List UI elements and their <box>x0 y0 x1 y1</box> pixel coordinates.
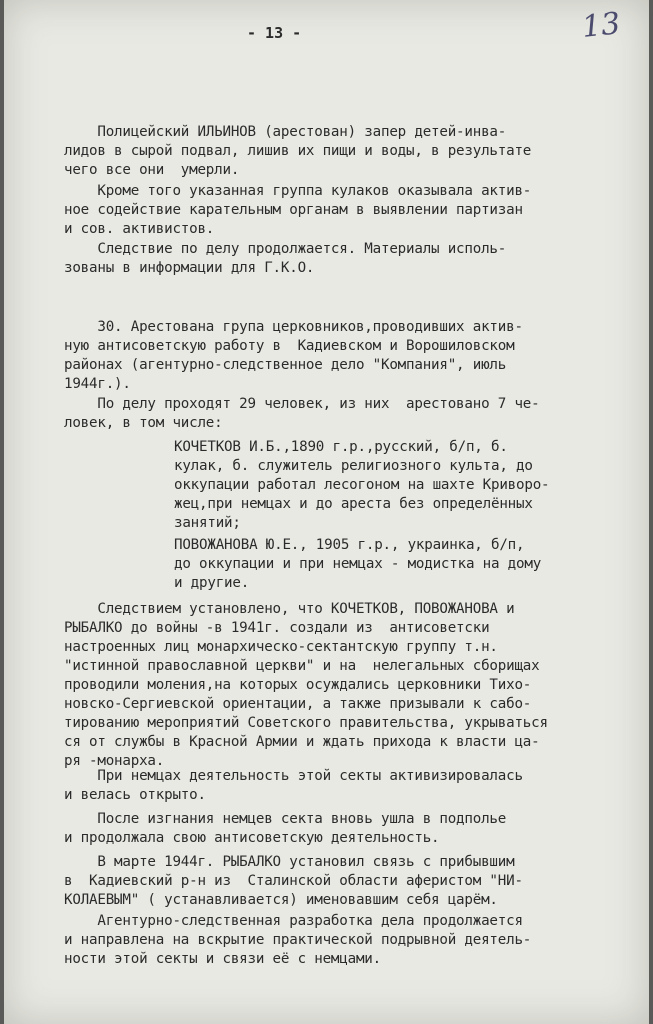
paragraph-investigation-findings: Следствием установлено, что КОЧЕТКОВ, ПОВОЖАНОВА и РЫБАЛКО до войны -в 1941г. создали из антисоветски настроенных лиц монархическо-сектантскую группу т.н. "истинной православной церкви" и на нелегальных сборищах проводили моления,на которых осуждались церковники Тихо- новско-Сергиевской ориентации, а также призывали к сабо- тированию мероприятий Советского правительства, укрываться ся от службы в Красной Армии и ждать прихода к власти ца- ря -монарха. <box>64 601 548 769</box>
paragraph-kulaks-assistance: Кроме того указанная группа кулаков оказывала актив- ное содействие карательным органам в выявлении партизан и сов. активистов. <box>64 183 532 237</box>
handwritten-page-number: 13 <box>580 6 622 45</box>
paragraph-march-1944: В марте 1944г. РЫБАЛКО установил связь с прибывшим в Кадиевский р-н из Сталинской области аферистом "НИ- КОЛАЕВЫМ" ( устанавливается) именовавшим себя царём. <box>64 854 523 908</box>
paragraph-development-continues: Агентурно-следственная разработка дела продолжается и направлена на вскрытие практической подрывной деятель- ности этой секты и связи её с немцами. <box>64 913 532 967</box>
paragraph-item-30: 30. Арестована група церковников,проводивших актив- ную антисоветскую работу в Кадиевском и Ворошиловском районах (агентурно-следственное дело "Компания", июль 1944г.). <box>64 319 523 392</box>
document-page <box>4 0 649 1024</box>
paragraph-ilyinov: Полицейский ИЛЬИНОВ (арестован) запер детей-инва- лидов в сырой подвал, лишив их пищи и воды, в результате чего все они умерли. <box>64 124 532 178</box>
paragraph-under-germans: При немцах деятельность этой секты активизировалась и велась открыто. <box>64 768 523 803</box>
paragraph-kochetkov: КОЧЕТКОВ И.Б.,1890 г.р.,русский, б/п, б. кулак, б. служитель религиозного культа, до оккупации работал лесогоном на шахте Криворо- жец,при немцах и до ареста без определённых занятий; <box>174 439 550 531</box>
paragraph-after-expulsion: После изгнания немцев секта вновь ушла в подполье и продолжала свою антисоветскую деятельность. <box>64 811 507 846</box>
paragraph-case-persons: По делу проходят 29 человек, из них арестовано 7 че- ловек, в том числе: <box>64 396 540 431</box>
paragraph-povozhanova: ПОВОЖАНОВА Ю.Е., 1905 г.р., украинка, б/п, до оккупации и при немцах - модистка на дому и другие. <box>174 537 542 591</box>
page-number: - 13 - <box>247 24 302 42</box>
paragraph-investigation-continues: Следствие по делу продолжается. Материалы исполь- зованы в информации для Г.К.О. <box>64 241 507 276</box>
